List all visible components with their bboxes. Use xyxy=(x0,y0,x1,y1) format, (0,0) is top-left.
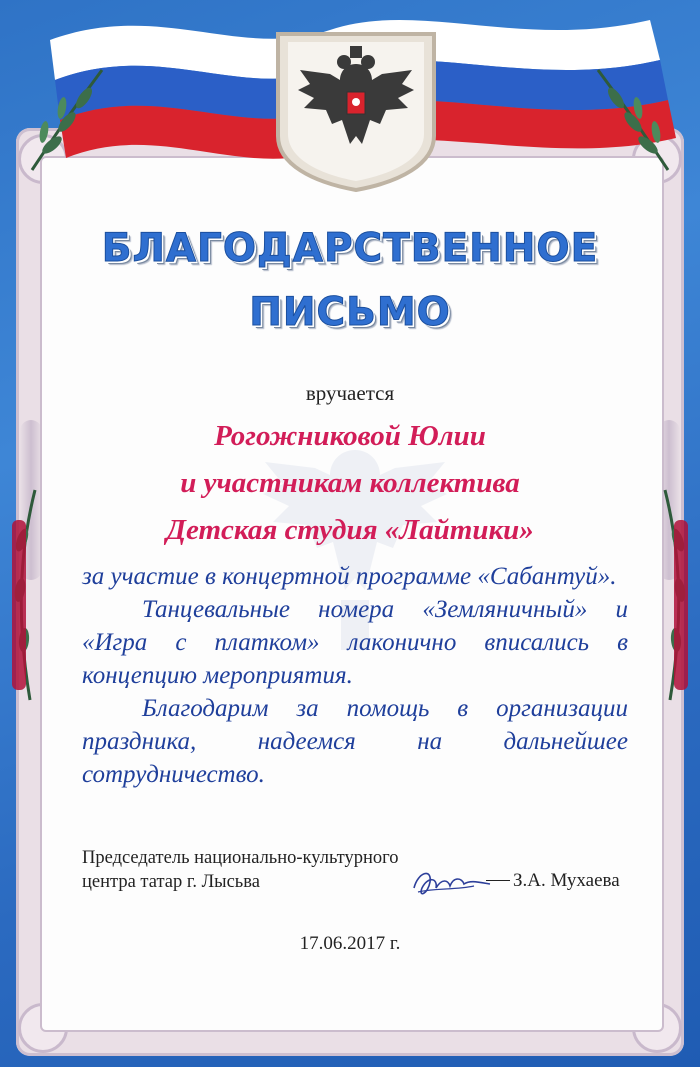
recipient-name: Рогожниковой Юлии xyxy=(214,420,486,452)
certificate-title: ПИСЬМО xyxy=(249,290,451,335)
issue-date: 17.06.2017 г. xyxy=(299,933,401,954)
signer-title-line: центра татар г. Лысьва xyxy=(82,872,260,892)
signature-dash xyxy=(486,880,510,881)
body-paragraph: за участие в концертной программе «Сабантуй». xyxy=(82,563,617,590)
handwritten-signature xyxy=(404,858,494,908)
coat-of-arms-icon xyxy=(270,24,442,192)
recipient-studio: Детская студия «Лайтики» xyxy=(166,514,534,546)
laurel-branch-icon xyxy=(588,60,678,180)
recipient-group: и участникам коллектива xyxy=(180,467,520,499)
certificate-title: БЛАГОДАРСТВЕННОЕ xyxy=(101,226,599,271)
body-paragraph: Танцевальные номера «Земляничный» и «Игра с платком» лаконично вписались в концепцию мероприятия. xyxy=(82,596,628,689)
signer-name: З.А. Мухаева xyxy=(513,870,620,891)
body-paragraph: Благодарим за помощь в организации праздника, надеемся на дальнейшее сотрудничество. xyxy=(82,695,628,788)
presented-label: вручается xyxy=(305,381,395,405)
laurel-branch-icon xyxy=(22,60,112,180)
certificate-body xyxy=(82,560,628,791)
signer-title-line: Председатель национально-культурного xyxy=(82,848,399,868)
